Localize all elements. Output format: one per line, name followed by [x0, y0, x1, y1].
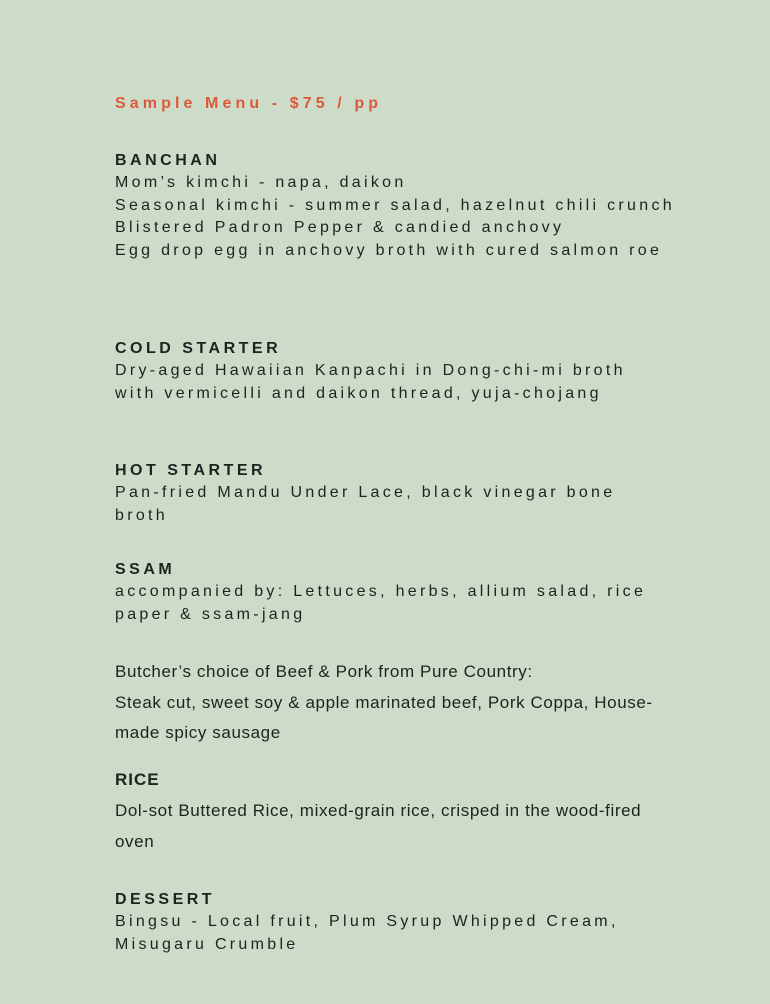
menu-item: Mom’s kimchi - napa, daikon [115, 174, 407, 191]
section-heading-ssam: SSAM [115, 561, 176, 578]
menu-item: Seasonal kimchi - summer salad, hazelnut chili crunch [115, 196, 675, 214]
menu-title: Sample Menu - $75 / pp [115, 95, 383, 112]
section-cold-starter [115, 338, 675, 405]
menu-item: Dry-aged Hawaiian Kanpachi in Dong-chi-mi broth with vermicelli and daikon thread, yuja-chojang [115, 362, 626, 402]
section-hot-starter [115, 460, 675, 527]
section-heading-hot-starter: HOT STARTER [115, 462, 267, 479]
menu-item: Dol-sot Buttered Rice, mixed-grain rice, crisped in the wood-fired oven [115, 801, 642, 851]
menu-item: Egg drop egg in anchovy broth with cured salmon roe [115, 241, 663, 259]
menu-item: accompanied by: Lettuces, herbs, allium salad, rice paper & ssam-jang [115, 583, 647, 623]
section-heading-cold-starter: COLD STARTER [115, 340, 282, 357]
section-heading-banchan: BANCHAN [115, 152, 221, 169]
section-heading-rice: RICE [115, 770, 160, 789]
section-ssam [115, 559, 675, 626]
menu-item: Pan-fried Mandu Under Lace, black vinegar bone broth [115, 484, 616, 524]
butcher-choice-items: Steak cut, sweet soy & apple marinated beef, Pork Coppa, House-made spicy sausage [115, 692, 653, 742]
section-banchan [115, 150, 675, 262]
butcher-choice-intro: Butcher’s choice of Beef & Pork from Pure Country: [115, 662, 533, 681]
menu-item: Blistered Padron Pepper & candied anchovy [115, 219, 565, 236]
section-rice [115, 768, 675, 857]
menu-item: Bingsu - Local fruit, Plum Syrup Whipped Cream, Misugaru Crumble [115, 913, 619, 953]
section-heading-dessert: DESSERT [115, 891, 216, 908]
section-dessert [115, 889, 675, 956]
butcher-choice-block [115, 657, 675, 749]
